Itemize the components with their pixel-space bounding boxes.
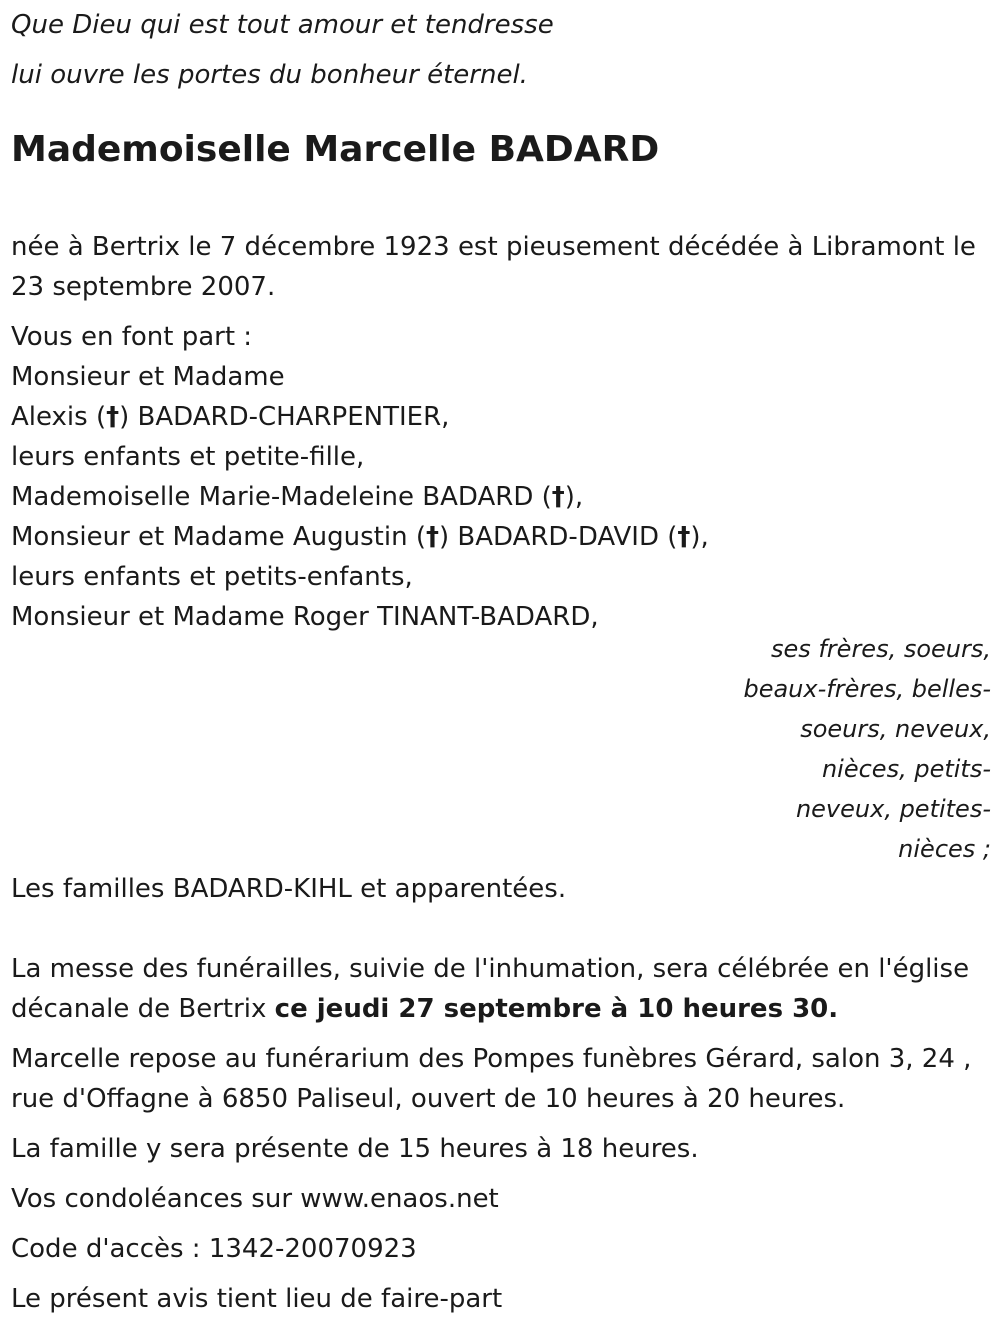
quote-line-1: Que Dieu qui est tout amour et tendresse [11, 10, 554, 40]
relationship-note: ses frères, soeurs, beaux-frères, belles-soeurs, neveux, nièces, petits-neveux, petites-nièces ; [743, 635, 991, 863]
family-line-3: leurs enfants et petite-fille, [11, 442, 365, 472]
family-line-1: Monsieur et Madame [11, 362, 285, 392]
deceased-name: Mademoiselle Marcelle BADARD [11, 129, 660, 170]
family-line-4: Mademoiselle Marie-Madeleine BADARD (†), [11, 482, 584, 512]
families-line: Les familles BADARD-KIHL et apparentées. [11, 874, 567, 904]
opening-quote [11, 0, 991, 100]
funerarium-details: Marcelle repose au funérarium des Pompes funèbres Gérard, salon 3, 24 , rue d'Offagne à 6850 Paliseul, ouvert de 10 heures à 20 heures. [11, 1044, 972, 1114]
family-presence: La famille y sera présente de 15 heures à 18 heures. [11, 1134, 699, 1164]
family-line-2: Alexis (†) BADARD-CHARPENTIER, [11, 402, 450, 432]
cross-icon: † [551, 482, 565, 512]
family-line-5: Monsieur et Madame Augustin (†) BADARD-DAVID (†), [11, 522, 709, 552]
cross-icon: † [425, 522, 439, 552]
mass-date: ce jeudi 27 septembre à 10 heures 30. [274, 994, 839, 1024]
cross-icon: † [106, 402, 120, 432]
quote-line-2: lui ouvre les portes du bonheur éternel. [11, 60, 528, 90]
cross-icon: † [677, 522, 691, 552]
obituary-notice [11, 0, 991, 1319]
family-line-6: leurs enfants et petits-enfants, [11, 562, 413, 592]
access-code: Code d'accès : 1342-20070923 [11, 1234, 417, 1264]
family-line-7: Monsieur et Madame Roger TINANT-BADARD, [11, 602, 599, 632]
mass-details: La messe des funérailles, suivie de l'inhumation, sera célébrée en l'église décanale de Bertrix ce jeudi 27 septembre à 10 heures 30. [11, 954, 970, 1024]
notice-line: Le présent avis tient lieu de faire-part [11, 1284, 503, 1314]
condolences-line: Vos condoléances sur www.enaos.net [11, 1184, 499, 1214]
birth-death-statement: née à Bertrix le 7 décembre 1923 est pieusement décédée à Libramont le 23 septembre 2007. [11, 232, 976, 302]
intro-line: Vous en font part : [11, 322, 253, 352]
